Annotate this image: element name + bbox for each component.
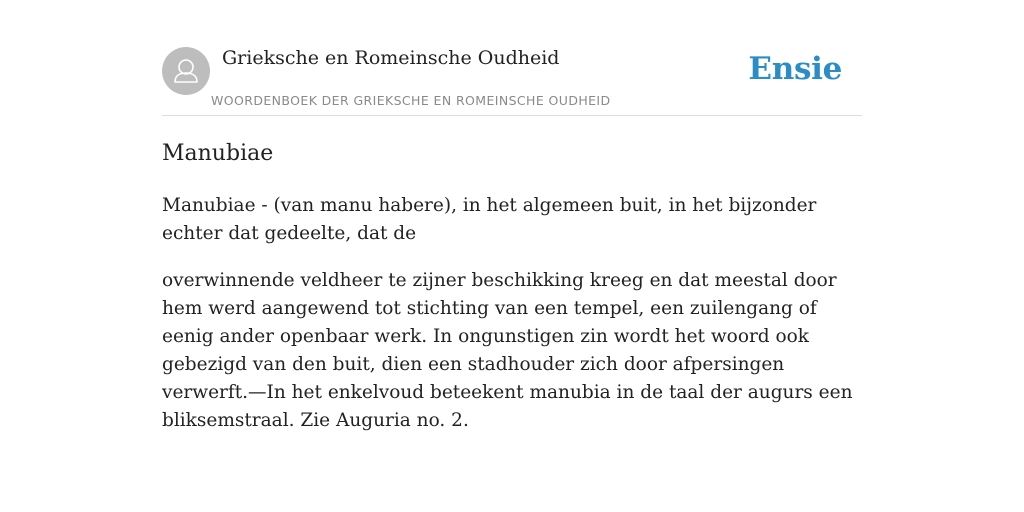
page-header	[162, 0, 862, 116]
dictionary-subtitle[interactable]: WOORDENBOEK DER GRIEKSCHE EN ROMEINSCHE OUDHEID	[211, 93, 611, 108]
user-placeholder-icon	[162, 47, 210, 95]
brand-logo[interactable]: Ensie	[748, 51, 842, 87]
avatar[interactable]	[162, 47, 210, 95]
article	[162, 137, 862, 435]
article-paragraph: overwinnende veldheer te zijner beschikking kreeg en dat meestal door hem werd aangewend tot stichting van een tempel, een zuilengang of eenig ander openbaar werk. In ongunstigen zin wordt het woord ook gebezigd van den buit, dien een stadhouder zich door afpersingen verwerft.—In het enkelvoud beteekent manubia in de taal der augurs een bliksemstraal. Zie Auguria no. 2.	[162, 270, 853, 431]
site-title[interactable]: Grieksche en Romeinsche Oudheid	[222, 47, 560, 69]
article-paragraph: Manubiae - (van manu habere), in het algemeen buit, in het bijzonder echter dat gedeelte, dat de	[162, 195, 817, 244]
page-title: Manubiae	[162, 141, 274, 166]
